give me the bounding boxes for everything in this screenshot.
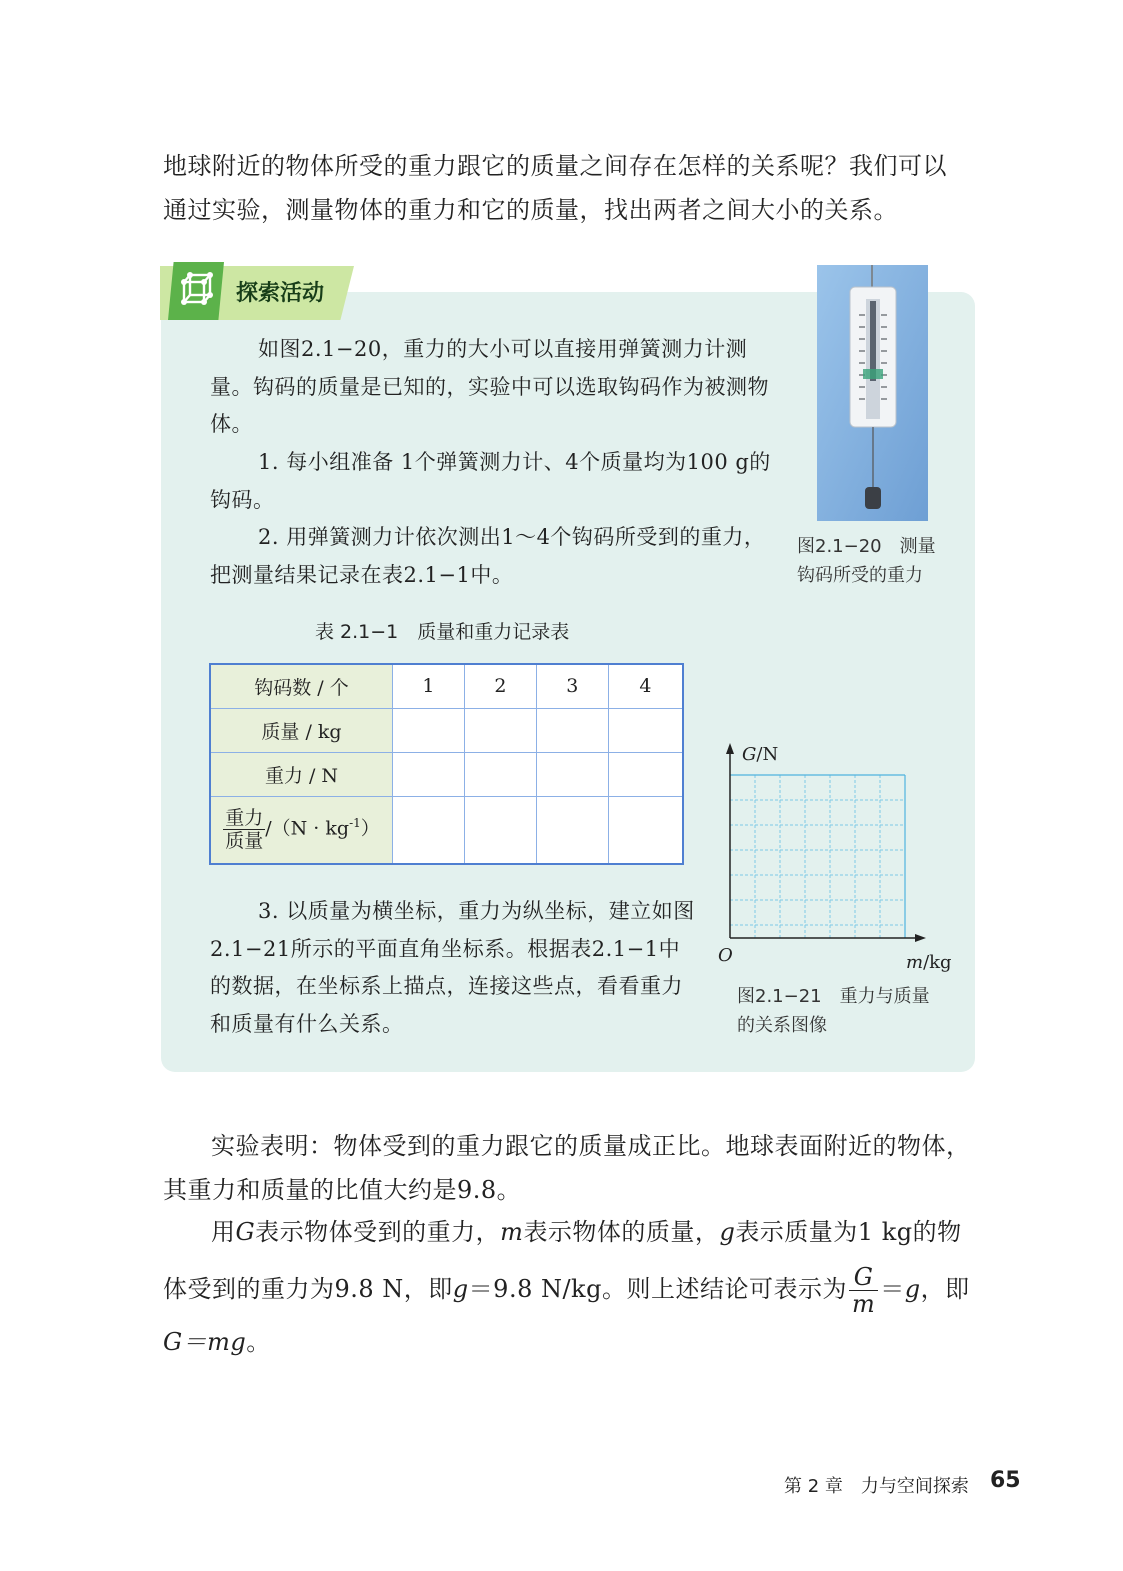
- graph-caption-line-2: 的关系图像: [737, 1015, 827, 1036]
- text-span: 。: [246, 1328, 271, 1356]
- table-cell: [464, 752, 536, 796]
- table-cell: [608, 752, 683, 796]
- table-cell: [393, 796, 465, 864]
- definition-line-1: [211, 1210, 962, 1254]
- table-cell: [608, 708, 683, 752]
- activity-step-3: 3. 以质量为横坐标，重力为纵坐标，建立如图2.1−21所示的平面直角坐标系。根据表2.1−1中的数据，在坐标系上描点，连接这些点，看看重力和质量有什么关系。: [210, 899, 695, 1036]
- formula-G-mg: G＝mg: [163, 1328, 247, 1356]
- text-span: 表示物体受到的重力，: [255, 1218, 501, 1246]
- column-header: 3: [536, 664, 608, 708]
- table-cell: [464, 708, 536, 752]
- table-cell: [393, 708, 465, 752]
- spring-scale-photo: [817, 265, 928, 521]
- ratio-denominator: 质量: [225, 830, 264, 853]
- x-axis-symbol: m: [906, 952, 924, 973]
- record-table: [209, 663, 684, 865]
- row-label-gravity: 重力 / N: [210, 752, 393, 796]
- ratio-numerator: 重力: [225, 807, 264, 830]
- formula-line: [163, 1320, 271, 1364]
- symbol-g: g: [452, 1275, 469, 1303]
- y-axis-unit: /N: [756, 744, 779, 765]
- table-cell: [393, 752, 465, 796]
- text-span: 表示物体的质量，: [523, 1218, 720, 1246]
- column-header: 2: [464, 664, 536, 708]
- text-span: ＝: [880, 1275, 905, 1303]
- ratio-close: ）: [360, 817, 380, 840]
- symbol-G: G: [235, 1218, 256, 1246]
- column-header: 1: [393, 664, 465, 708]
- symbol-g: g: [904, 1275, 921, 1303]
- activity-step-1: 1. 每小组准备 1个弹簧测力计、4个质量均为100 g的钩码。: [210, 450, 771, 512]
- y-axis-symbol: G: [742, 744, 757, 765]
- y-axis-arrow: [726, 743, 734, 754]
- ratio-exponent: -1: [349, 816, 361, 831]
- fraction-numerator: G: [849, 1264, 878, 1291]
- definition-line-2: [163, 1263, 970, 1317]
- formula-fraction: [849, 1264, 878, 1317]
- activity-title: 探索活动: [236, 281, 325, 306]
- grid-lines: [730, 775, 905, 938]
- row-label-count: 钩码数 / 个: [210, 664, 393, 708]
- ratio-fraction: [223, 807, 265, 852]
- column-header: 4: [608, 664, 683, 708]
- text-span: 用: [211, 1218, 236, 1246]
- conclusion-line-2: 其重力和质量的比值大约是9.8。: [163, 1176, 522, 1204]
- text-span: 体受到的重力为9.8 N，即: [163, 1275, 453, 1303]
- photo-caption-line-2: 钩码所受的重力: [797, 565, 923, 586]
- table-row: [210, 664, 683, 708]
- activity-paragraph-1: 如图2.1−20，重力的大小可以直接用弹簧测力计测量。钩码的质量是已知的，实验中可以选取钩码作为被测物体。: [210, 337, 769, 436]
- intro-line-1: 地球附近的物体所受的重力跟它的质量之间存在怎样的关系呢？我们可以: [163, 152, 947, 180]
- activity-step-2: 2. 用弹簧测力计依次测出1～4个钩码所受到的重力，把测量结果记录在表2.1−1中。: [210, 525, 766, 587]
- y-axis-label: [742, 744, 778, 765]
- table-cell: [536, 752, 608, 796]
- fraction-denominator: m: [851, 1290, 876, 1318]
- intro-line-2: 通过实验，测量物体的重力和它的质量，找出两者之间大小的关系。: [163, 196, 898, 224]
- table-row: [210, 752, 683, 796]
- table-row: [210, 796, 683, 864]
- activity-icon-badge: [168, 262, 224, 320]
- row-label-mass: 质量 / kg: [210, 708, 393, 752]
- row-label-ratio: [210, 796, 393, 864]
- text-span: ＝9.8 N/kg。则上述结论可表示为: [468, 1275, 847, 1303]
- table-title: 表 2.1−1 质量和重力记录表: [315, 621, 570, 643]
- x-axis-arrow: [915, 934, 926, 942]
- table-cell: [536, 796, 608, 864]
- ratio-unit: /（N · kg: [265, 817, 350, 840]
- table-cell: [464, 796, 536, 864]
- cube-network-icon: [168, 262, 224, 320]
- text-span: ，即: [920, 1275, 970, 1303]
- footer-chapter: 第 2 章 力与空间探索: [784, 1476, 969, 1497]
- symbol-g: g: [719, 1218, 736, 1246]
- gravity-mass-graph: [715, 740, 955, 980]
- x-axis-unit: /kg: [923, 952, 952, 973]
- conclusion-line-1: 实验表明：物体受到的重力跟它的质量成正比。地球表面附近的物体，: [211, 1132, 971, 1160]
- origin-label: O: [718, 945, 733, 966]
- x-axis-label: [906, 952, 952, 973]
- page-number: 65: [990, 1468, 1021, 1493]
- text-span: 表示质量为1 kg的物: [735, 1218, 962, 1246]
- table-cell: [608, 796, 683, 864]
- graph-caption-line-1: 图2.1−21 重力与质量: [737, 986, 930, 1007]
- symbol-m: m: [500, 1218, 524, 1246]
- table-row: [210, 708, 683, 752]
- photo-caption-line-1: 图2.1−20 测量: [797, 536, 936, 557]
- table-cell: [536, 708, 608, 752]
